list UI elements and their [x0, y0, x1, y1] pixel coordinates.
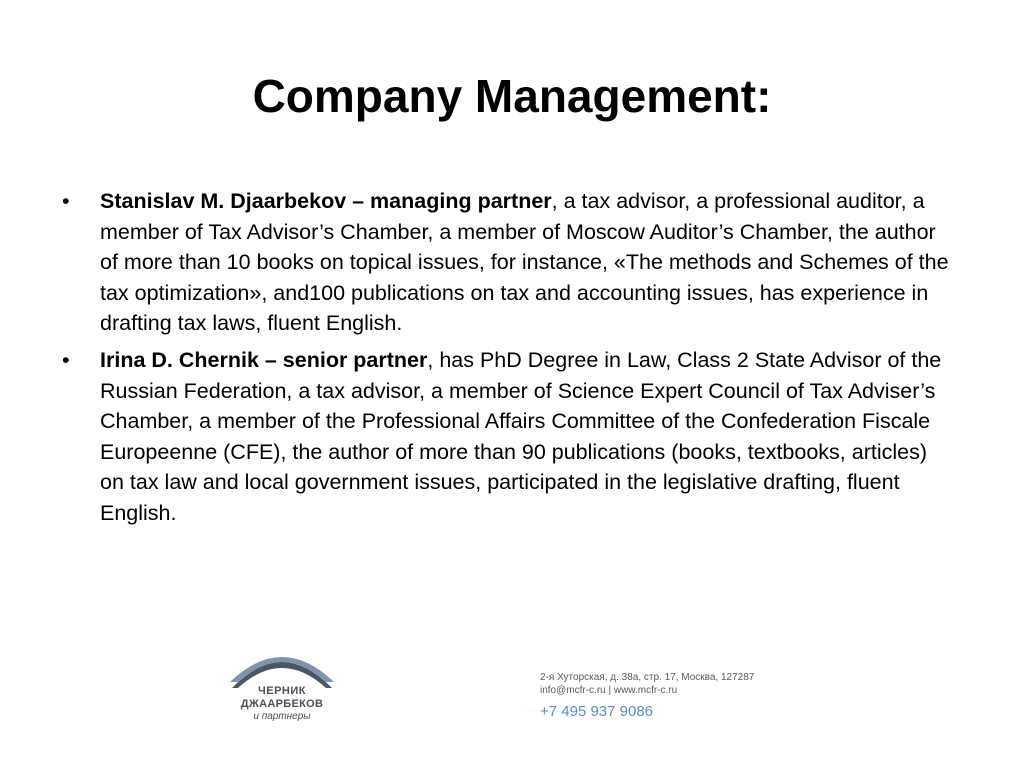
contact-block [540, 671, 754, 722]
logo-line-2: ДЖААРБЕКОВ [240, 698, 324, 710]
bullet-marker: • [62, 347, 70, 372]
person-name-title: Stanislav M. Djaarbekov – managing partner [100, 189, 552, 213]
company-logo [222, 642, 342, 728]
slide-title: Company Management: [252, 70, 772, 122]
bullet-marker: • [62, 189, 70, 213]
bridge-arc-icon [222, 642, 342, 690]
management-list [62, 186, 952, 535]
person-description: , a tax advisor, a professional auditor, a member of Tax Advisor’s Chamber, a member of Moscow Auditor’s Chamber, the author of more than 10 books on topical issues, for instance, «The methods and Schemes of the tax optimization», and100 publications on tax and accounting issues, has experience in drafting tax laws, fluent English. [100, 189, 949, 336]
contact-phone: +7 495 937 9086 [540, 703, 654, 720]
logo-line-1: ЧЕРНИК [258, 685, 306, 697]
person-name-title: Irina D. Chernik – senior partner [100, 347, 428, 372]
logo-line-3: и партнеры [253, 711, 311, 722]
list-item [62, 186, 952, 339]
person-description: , has PhD Degree in Law, Class 2 State Advisor of the Russian Federation, a tax advisor, a member of Science Expert Council of Tax Adviser’s Chamber, a member of the Professional Affairs Committee of the Confederation Fiscale Europeenne (CFE), the author of more than 90 publications (books, textbooks, articles) on tax law and local government issues, participated in the legislative drafting, fluent English. [100, 347, 942, 525]
contact-web[interactable]: info@mcfr-c.ru | www.mcfr-c.ru [540, 685, 678, 696]
list-item [62, 345, 952, 529]
contact-address: 2-я Хуторская, д. 38а, стр. 17, Москва, 127287 [540, 672, 755, 683]
